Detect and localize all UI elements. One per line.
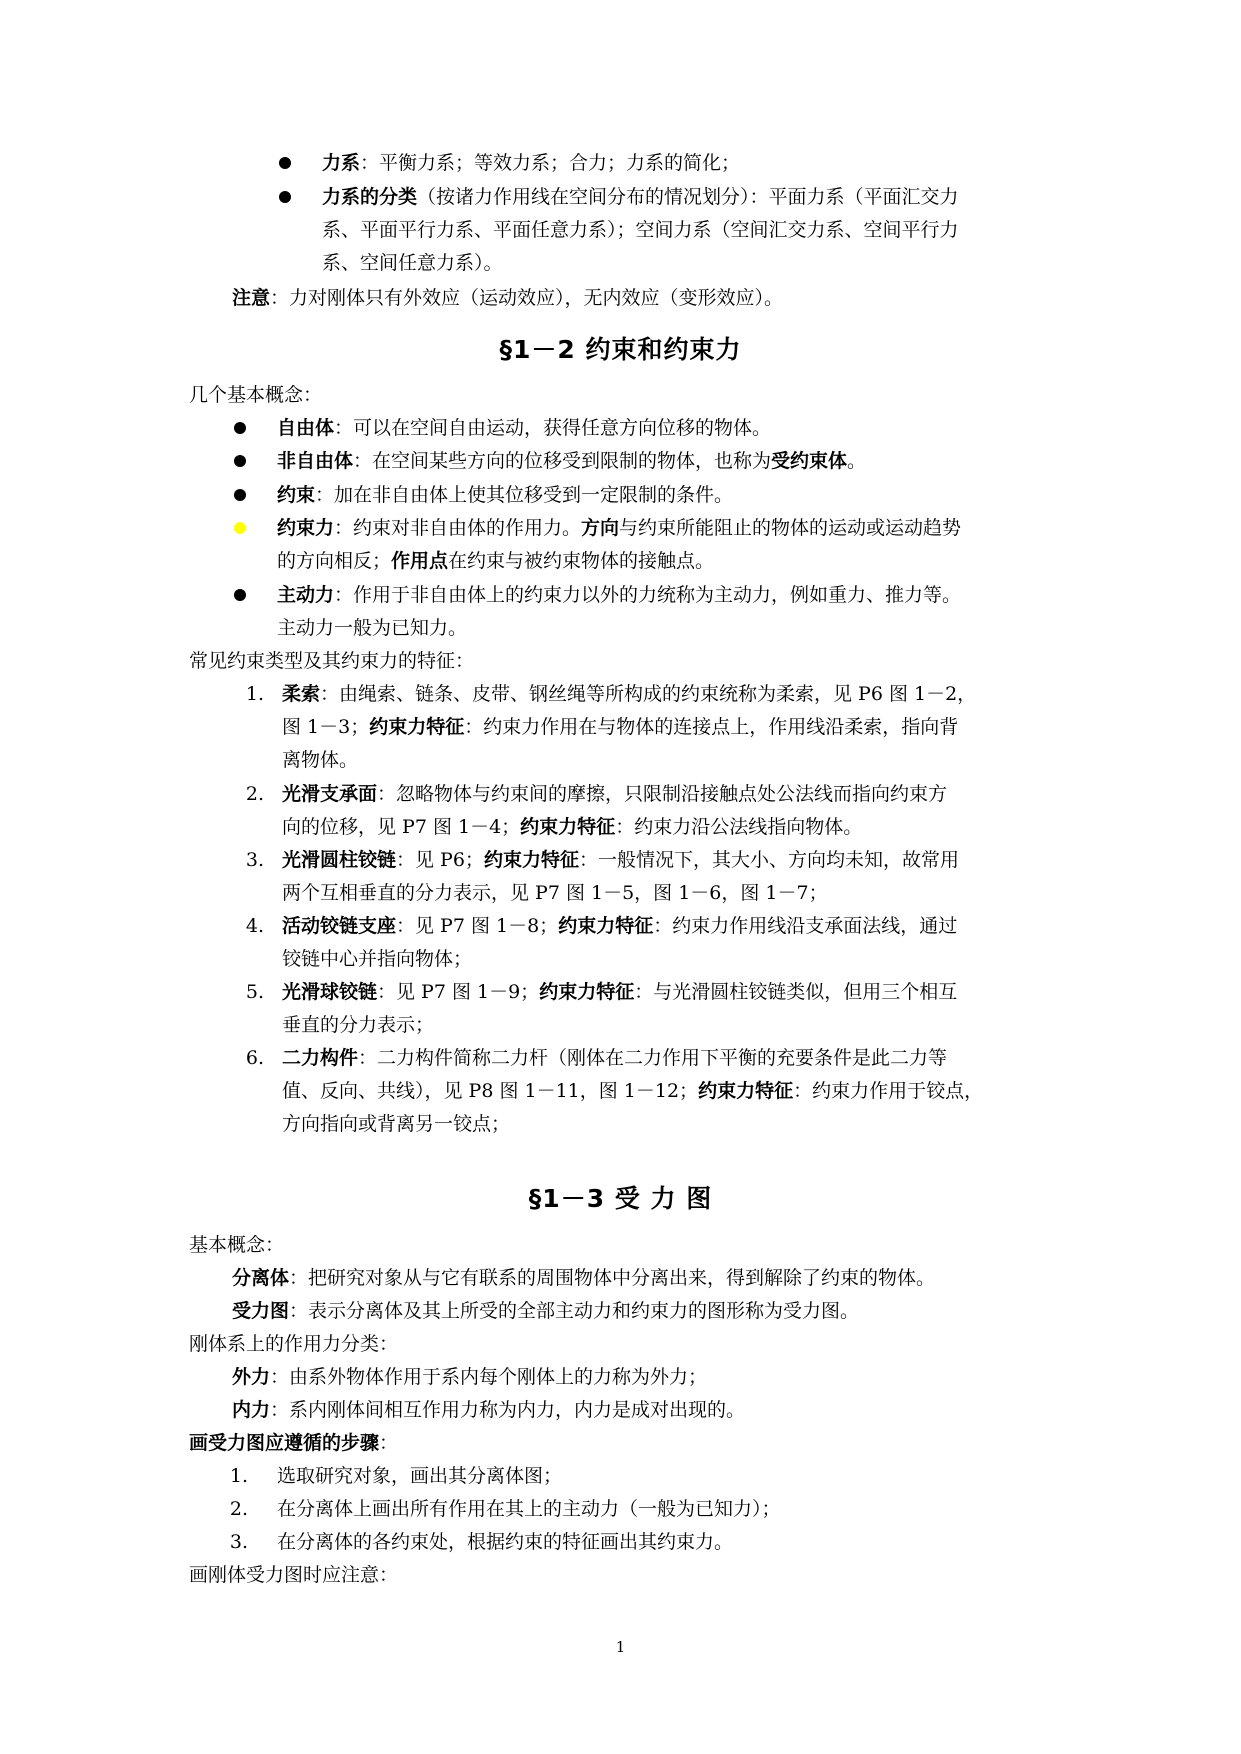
list-number: 3. [229, 1531, 248, 1553]
list-number: 1. [229, 1465, 248, 1487]
term: 受约束体 [771, 450, 848, 472]
continuation-line [322, 217, 959, 243]
continuation-line: 垂直的分力表示； [282, 1014, 435, 1036]
definition: ：平衡力系；等效力系；合力；力系的简化； [360, 152, 741, 174]
continuation-line: 方向指向或背离另一铰点； [282, 1113, 511, 1135]
definition: ：一般情况下，其大小、方向均未知，故常用 [578, 849, 959, 871]
section-title-1-2: §1－2 约束和约束力 [499, 335, 742, 364]
term: 力系的分类 [322, 186, 418, 208]
list-number: 1. [245, 683, 264, 705]
page-number: 1 [615, 1638, 626, 1656]
bullet-line [277, 582, 961, 608]
term: 光滑支承面 [282, 783, 378, 805]
definition: ：见 P7 图 1－8； [396, 915, 559, 937]
term: 约束力特征 [483, 849, 579, 871]
continuation-line [277, 548, 714, 574]
concept-line [232, 1265, 935, 1291]
colon: ： [379, 1432, 399, 1454]
section-title-1-3: §1－3 受 力 图 [528, 1184, 713, 1213]
definition: ：二力构件简称二力杆（刚体在二力作用下平衡的充要条件是此二力等 [358, 1047, 948, 1069]
definition: ：加在非自由体上使其位移受到一定限制的条件。 [315, 484, 734, 506]
step-item: 在分离体的各约束处，根据约束的特征画出其约束力。 [277, 1531, 734, 1553]
list-item [282, 681, 976, 707]
list-item [282, 913, 957, 939]
definition: ：作用于非自由体上的约束力以外的力统称为主动力，例如重力、推力等。 [334, 584, 962, 606]
note-line [232, 285, 783, 311]
term: 约束力 [277, 517, 335, 539]
concept-line [232, 1397, 745, 1423]
continuation-line [282, 814, 862, 840]
continuation-line: 两个互相垂直的分力表示，见 P7 图 1－5，图 1－6，图 1－7； [282, 882, 828, 904]
steps-title [189, 1430, 398, 1456]
definition: ：由系外物体作用于系内每个刚体上的力称为外力； [270, 1366, 708, 1388]
definition: 值、反向、共线），见 P8 图 1－11，图 1－12； [282, 1080, 699, 1102]
continuation-line: 主动力一般为已知力。 [277, 617, 468, 639]
term: 作用点 [391, 550, 449, 572]
definition: 的方向相反； [277, 550, 392, 572]
continuation-line: 离物体。 [282, 749, 359, 771]
definition: ：在空间某些方向的位移受到限制的物体，也称为 [353, 450, 772, 472]
term: 内力 [232, 1399, 271, 1421]
definition: 与约束所能阻止的物体的运动或运动趋势 [619, 517, 962, 539]
note-text: ：力对刚体只有外效应（运动效应），无内效应（变形效应）。 [270, 287, 784, 309]
definition: ：约束力作用于铰点， [793, 1080, 984, 1102]
bullet-line [277, 448, 866, 474]
definition: ：与光滑圆柱铰链类似，但用三个相互 [634, 981, 958, 1003]
intro-text: 几个基本概念： [189, 384, 323, 406]
term: 约束力特征 [558, 915, 654, 937]
step-item: 选取研究对象，画出其分离体图； [277, 1465, 563, 1487]
term: 光滑球铰链 [282, 981, 378, 1003]
list-item [282, 1045, 947, 1071]
term: 主动力 [277, 584, 335, 606]
definition: ：见 P6； [396, 849, 484, 871]
bullet-line [322, 184, 959, 210]
bullet-dot [234, 489, 246, 501]
term: 光滑圆柱铰链 [282, 849, 397, 871]
bullet-dot [234, 422, 246, 434]
definition: ：系内刚体间相互作用力称为内力，内力是成对出现的。 [270, 1399, 746, 1421]
term: 柔索 [282, 683, 321, 705]
continuation-line [282, 1078, 983, 1104]
step-item: 在分离体上画出所有作用在其上的主动力（一般为已知力）； [277, 1498, 781, 1520]
forces-intro: 刚体系上的作用力分类： [189, 1333, 399, 1355]
term: 力系 [322, 152, 361, 174]
list-number: 2. [229, 1498, 248, 1520]
bullet-line [277, 515, 961, 541]
bullet-line [277, 482, 733, 508]
term: 画受力图应遵循的步骤 [189, 1432, 380, 1454]
definition: ：见 P7 图 1－9； [377, 981, 540, 1003]
bullet-dot [234, 455, 246, 467]
continuation-line: 铰链中心并指向物体； [282, 948, 473, 970]
definition: ：可以在空间自由运动，获得任意方向位移的物体。 [334, 417, 772, 439]
term: 约束力特征 [520, 816, 616, 838]
term: 外力 [232, 1366, 271, 1388]
definition: ：由绳索、链条、皮带、钢丝绳等所构成的约束统称为柔索，见 P6 图 1－2， [320, 683, 977, 705]
bullet-dot [279, 157, 291, 169]
note-label: 注意 [232, 287, 271, 309]
bullet-dot [279, 191, 291, 203]
term: 约束力特征 [369, 716, 465, 738]
concept-line [232, 1364, 707, 1390]
last-line: 画刚体受力图时应注意： [189, 1564, 399, 1586]
list-item [282, 847, 959, 873]
term: 分离体 [232, 1267, 290, 1289]
definition: 。 [847, 450, 867, 472]
list-number: 2. [245, 783, 264, 805]
list-item [282, 979, 957, 1005]
definition: ：约束力沿公法线指向物体。 [615, 816, 863, 838]
intro-text: 基本概念： [189, 1234, 285, 1256]
definition: 系、空间任意力系）。 [322, 252, 503, 274]
continuation-line [322, 250, 503, 276]
term: 自由体 [277, 417, 335, 439]
definition: ：约束对非自由体的作用力。 [334, 517, 582, 539]
bullet-dot [234, 589, 246, 601]
definition: ：约束力作用线沿支承面法线，通过 [653, 915, 958, 937]
list-item [282, 781, 947, 807]
types-intro: 常见约束类型及其约束力的特征： [189, 650, 475, 672]
term: 受力图 [232, 1300, 290, 1322]
definition: 向的位移，见 P7 图 1－4； [282, 816, 521, 838]
term: 约束力特征 [539, 981, 635, 1003]
list-number: 4. [245, 915, 264, 937]
definition: 系、平面平行力系、平面任意力系）；空间力系（空间汇交力系、空间平行力 [322, 219, 959, 241]
bullet-line [277, 415, 771, 441]
list-number: 3. [245, 849, 264, 871]
term: 约束 [277, 484, 316, 506]
term: 活动铰链支座 [282, 915, 397, 937]
definition: 在约束与被约束物体的接触点。 [448, 550, 715, 572]
definition: ：表示分离体及其上所受的全部主动力和约束力的图形称为受力图。 [289, 1300, 860, 1322]
definition: ：把研究对象从与它有联系的周围物体中分离出来，得到解除了约束的物体。 [289, 1267, 936, 1289]
definition: 图 1－3； [282, 716, 370, 738]
term: 约束力特征 [698, 1080, 794, 1102]
term: 非自由体 [277, 450, 354, 472]
definition: ：忽略物体与约束间的摩擦，只限制沿接触点处公法线而指向约束方 [377, 783, 948, 805]
list-number: 6. [245, 1047, 264, 1069]
continuation-line [282, 714, 958, 740]
highlighted-bullet-dot [234, 522, 246, 534]
definition: （按诸力作用线在空间分布的情况划分）：平面力系（平面汇交力 [417, 186, 959, 208]
definition: ：约束力作用在与物体的连接点上，作用线沿柔索，指向背 [464, 716, 959, 738]
list-number: 5. [245, 981, 264, 1003]
term: 方向 [581, 517, 620, 539]
concept-line [232, 1298, 859, 1324]
bullet-line [322, 150, 740, 176]
term: 二力构件 [282, 1047, 359, 1069]
